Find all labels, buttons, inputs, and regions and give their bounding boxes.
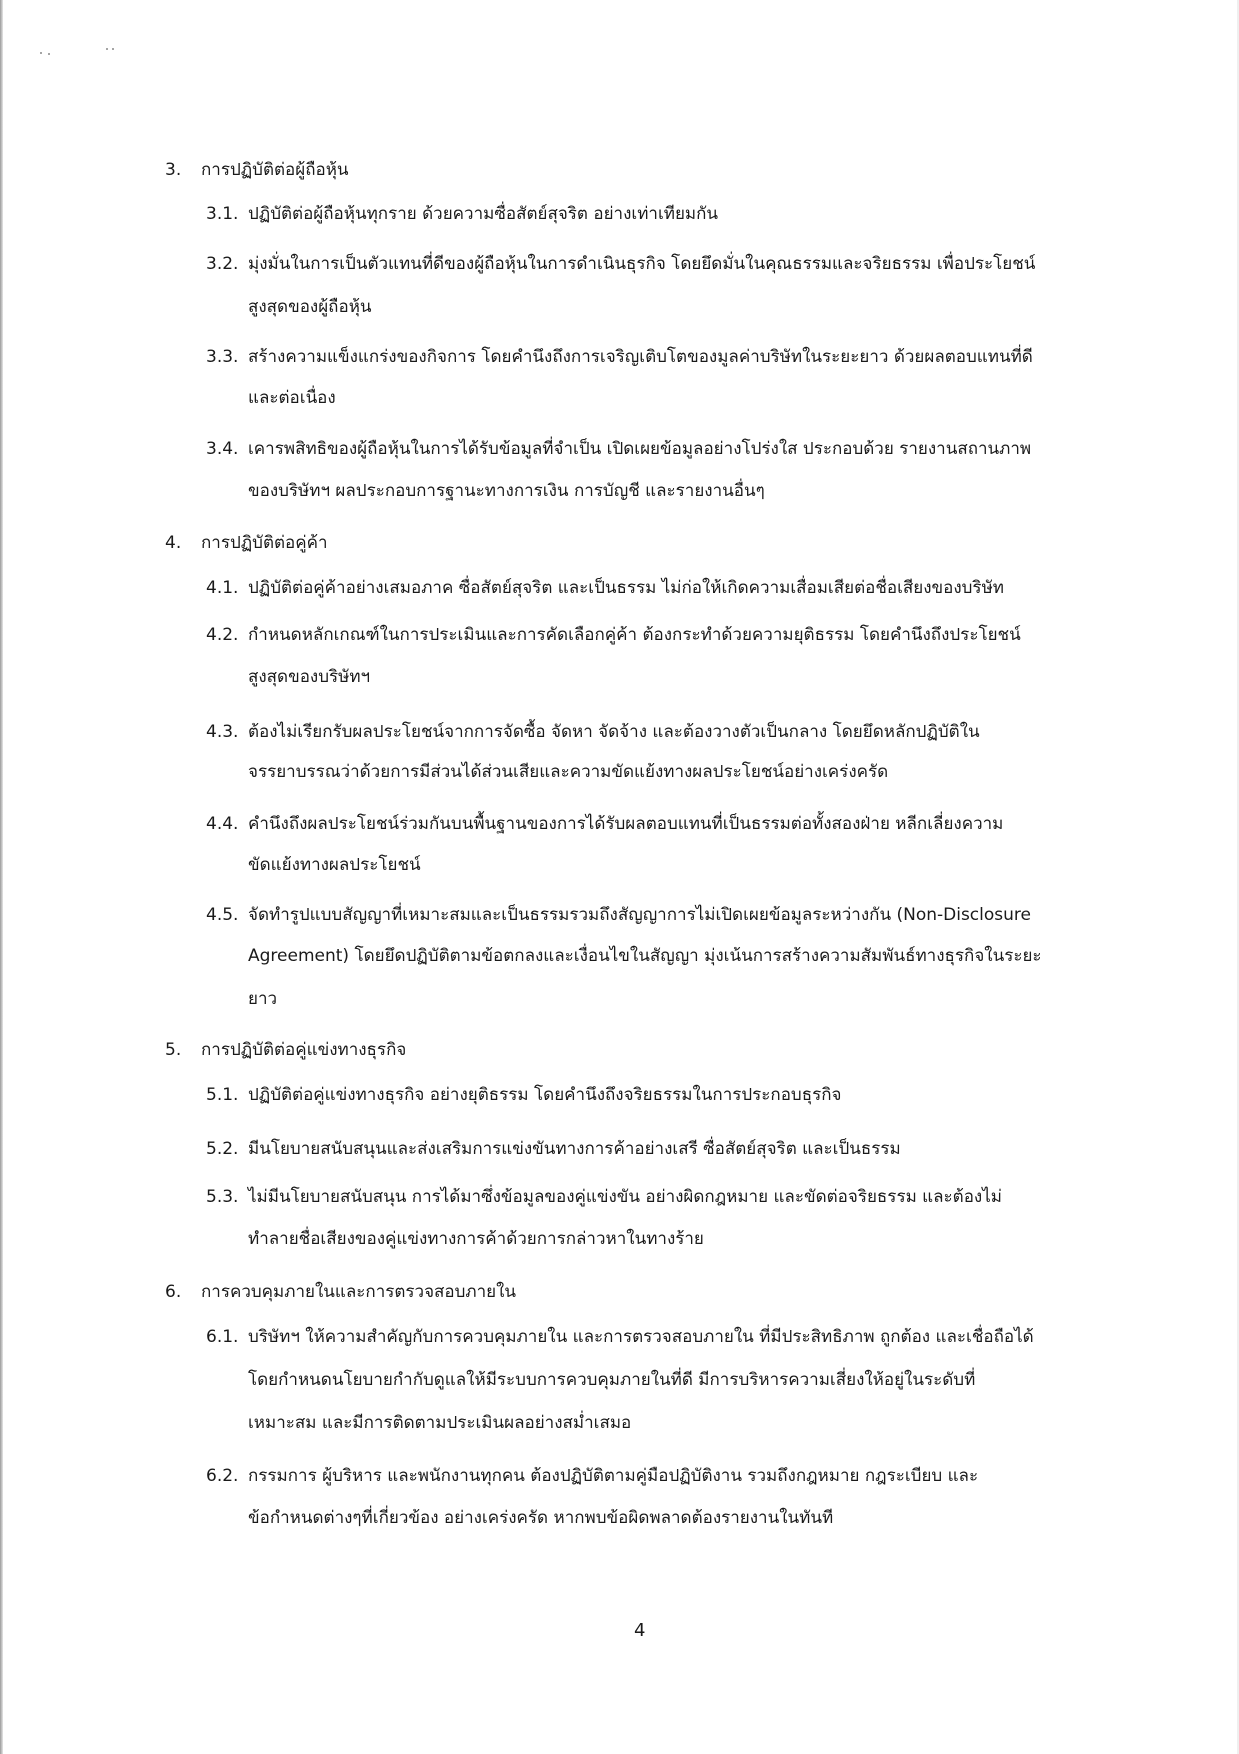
item-line: เคารพสิทธิของผู้ถือหุ้นในการได้รับข้อมูลที่จำเป็น เปิดเผยข้อมูลอย่างโปร่งใส ประกอบด้วย รายงานสถานภาพ bbox=[248, 439, 1032, 459]
item-number: 5.3. bbox=[206, 1187, 239, 1207]
item-line: มีนโยบายสนับสนุนและส่งเสริมการแข่งขันทางการค้าอย่างเสรี ซื่อสัตย์สุจริต และเป็นธรรม bbox=[248, 1139, 901, 1159]
item-line: ปฏิบัติต่อคู่ค้าอย่างเสมอภาค ซื่อสัตย์สุจริต และเป็นธรรม ไม่ก่อให้เกิดความเสื่อมเสียต่อชื่อเสียงของบริษัท bbox=[248, 578, 1004, 598]
item-number: 4.2. bbox=[206, 625, 239, 645]
item-line: เหมาะสม และมีการติดตามประเมินผลอย่างสม่ำเสมอ bbox=[248, 1413, 632, 1433]
item-number: 4.5. bbox=[206, 905, 239, 925]
item-number: 6.1. bbox=[206, 1327, 239, 1347]
item-line: Agreement) โดยยึดปฏิบัติตามข้อตกลงและเงื่อนไขในสัญญา มุ่งเน้นการสร้างความสัมพันธ์ทางธุรกิจในระยะ bbox=[248, 946, 1042, 966]
item-line: ขัดแย้งทางผลประโยชน์ bbox=[248, 855, 421, 875]
item-line: ปฏิบัติต่อคู่แข่งทางธุรกิจ อย่างยุติธรรม โดยคำนึงถึงจริยธรรมในการประกอบธุรกิจ bbox=[248, 1085, 842, 1105]
section-title: การควบคุมภายในและการตรวจสอบภายใน bbox=[201, 1282, 517, 1302]
item-line: โดยกำหนดนโยบายกำกับดูแลให้มีระบบการควบคุมภายในที่ดี มีการบริหารความเสี่ยงให้อยู่ในระดับที่ bbox=[248, 1370, 976, 1390]
item-line: บริษัทฯ ให้ความสำคัญกับการควบคุมภายใน และการตรวจสอบภายใน ที่มีประสิทธิภาพ ถูกต้อง และเชื่อถือได้ bbox=[248, 1327, 1034, 1347]
item-number: 4.1. bbox=[206, 578, 239, 598]
item-number: 3.3. bbox=[206, 347, 239, 367]
item-line: ข้อกำหนดต่างๆที่เกี่ยวข้อง อย่างเคร่งครัด หากพบข้อผิดพลาดต้องรายงานในทันที bbox=[248, 1508, 834, 1528]
scan-speck bbox=[106, 48, 108, 50]
item-line: ไม่มีนโยบายสนับสนุน การได้มาซึ่งข้อมูลของคู่แข่งขัน อย่างผิดกฎหมาย และขัดต่อจริยธรรม และต้องไม่ bbox=[248, 1187, 1002, 1207]
item-line: ทำลายชื่อเสียงของคู่แข่งทางการค้าด้วยการกล่าวหาในทางร้าย bbox=[248, 1229, 704, 1249]
section-number: 5. bbox=[165, 1040, 182, 1060]
item-number: 5.2. bbox=[206, 1139, 239, 1159]
item-line: จัดทำรูปแบบสัญญาที่เหมาะสมและเป็นธรรมรวมถึงสัญญาการไม่เปิดเผยข้อมูลระหว่างกัน (Non-Disclosure bbox=[248, 905, 1031, 925]
item-number: 3.1. bbox=[206, 204, 239, 224]
section-number: 4. bbox=[165, 533, 182, 553]
item-number: 3.4. bbox=[206, 439, 239, 459]
item-number: 3.2. bbox=[206, 254, 239, 274]
item-line: มุ่งมั่นในการเป็นตัวแทนที่ดีของผู้ถือหุ้นในการดำเนินธุรกิจ โดยยึดมั่นในคุณธรรมและจริยธรรม เพื่อประโยชน์ bbox=[248, 254, 1036, 274]
page-number: 4 bbox=[634, 1620, 646, 1641]
item-line: และต่อเนื่อง bbox=[248, 388, 336, 408]
scan-edge bbox=[0, 0, 3, 1754]
scan-speck bbox=[48, 53, 50, 55]
scan-speck bbox=[112, 48, 114, 50]
item-number: 4.3. bbox=[206, 722, 239, 742]
item-line: ต้องไม่เรียกรับผลประโยชน์จากการจัดซื้อ จัดหา จัดจ้าง และต้องวางตัวเป็นกลาง โดยยึดหลักปฏิบัติใน bbox=[248, 722, 980, 742]
section-number: 6. bbox=[165, 1282, 182, 1302]
item-line: สูงสุดของผู้ถือหุ้น bbox=[248, 297, 372, 317]
item-line: คำนึงถึงผลประโยชน์ร่วมกันบนพื้นฐานของการได้รับผลตอบแทนที่เป็นธรรมต่อทั้งสองฝ่าย หลีกเลี่ยงความ bbox=[248, 814, 1004, 834]
item-line: ยาว bbox=[248, 989, 278, 1009]
item-number: 6.2. bbox=[206, 1466, 239, 1486]
item-number: 4.4. bbox=[206, 814, 239, 834]
item-line: ของบริษัทฯ ผลประกอบการฐานะทางการเงิน การบัญชี และรายงานอื่นๆ bbox=[248, 481, 765, 501]
item-line: ปฏิบัติต่อผู้ถือหุ้นทุกราย ด้วยความซื่อสัตย์สุจริต อย่างเท่าเทียมกัน bbox=[248, 204, 719, 224]
section-number: 3. bbox=[165, 160, 182, 180]
item-line: สูงสุดของบริษัทฯ bbox=[248, 667, 371, 687]
item-number: 5.1. bbox=[206, 1085, 239, 1105]
scan-speck bbox=[40, 52, 42, 54]
item-line: กำหนดหลักเกณฑ์ในการประเมินและการคัดเลือกคู่ค้า ต้องกระทำด้วยความยุติธรรม โดยคำนึงถึงประโยชน์ bbox=[248, 625, 1021, 645]
section-title: การปฏิบัติต่อผู้ถือหุ้น bbox=[201, 160, 349, 180]
item-line: จรรยาบรรณว่าด้วยการมีส่วนได้ส่วนเสียและความขัดแย้งทางผลประโยชน์อย่างเคร่งครัด bbox=[248, 762, 889, 782]
section-title: การปฏิบัติต่อคู่ค้า bbox=[201, 533, 328, 553]
item-line: สร้างความแข็งแกร่งของกิจการ โดยคำนึงถึงการเจริญเติบโตของมูลค่าบริษัทในระยะยาว ด้วยผลตอบแทนที่ดี bbox=[248, 347, 1033, 367]
section-title: การปฏิบัติต่อคู่แข่งทางธุรกิจ bbox=[201, 1040, 407, 1060]
item-line: กรรมการ ผู้บริหาร และพนักงานทุกคน ต้องปฏิบัติตามคู่มือปฏิบัติงาน รวมถึงกฎหมาย กฎระเบียบ และ bbox=[248, 1466, 979, 1486]
